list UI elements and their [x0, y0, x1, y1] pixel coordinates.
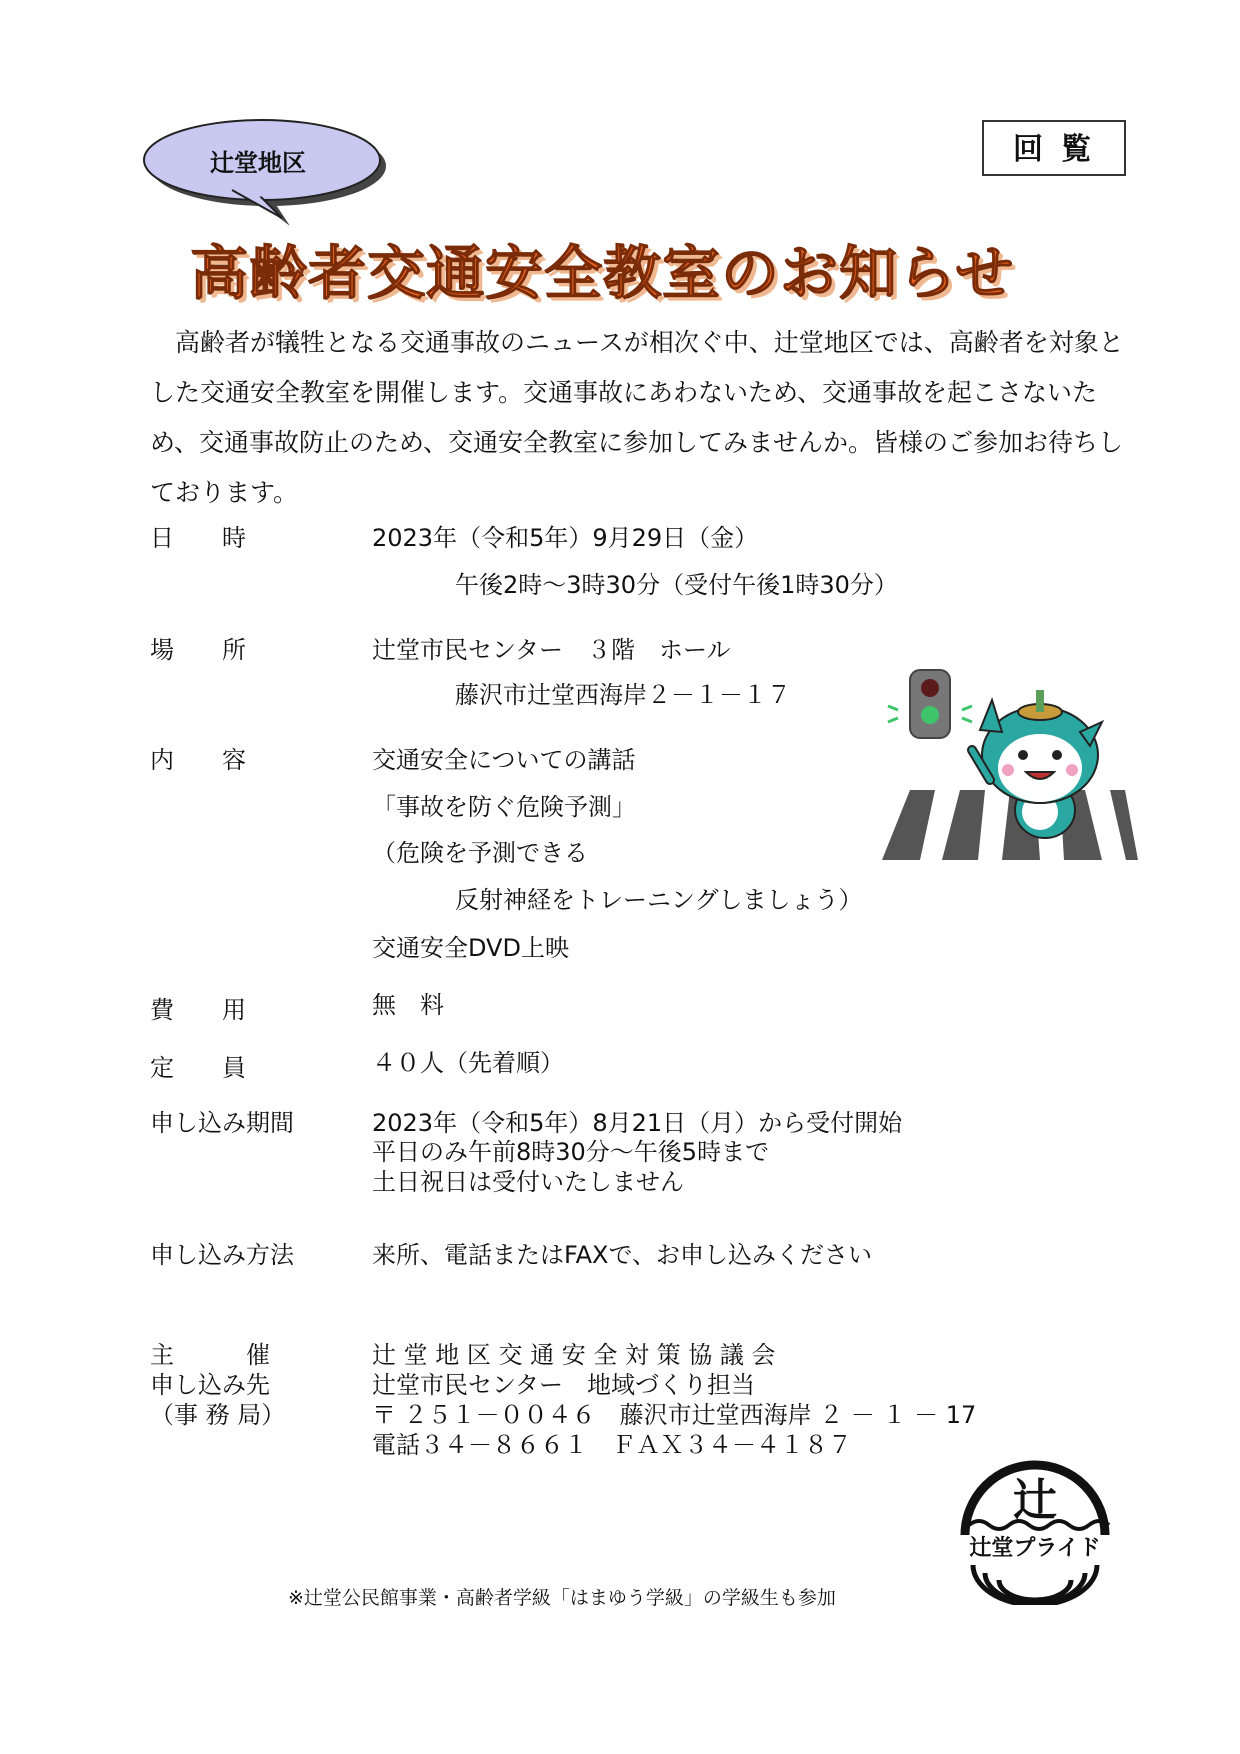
content-line-3: （危険を予測できる [372, 839, 588, 867]
fee-label: 費 用 [150, 996, 246, 1024]
period-line-1: 2023年（令和5年）8月21日（月）から受付開始 [372, 1109, 903, 1137]
host-value: 辻 堂 地 区 交 通 安 全 対 策 協 議 会 [372, 1341, 776, 1369]
mascot-crosswalk-illustration [880, 660, 1140, 870]
circulation-stamp: 回覧 [982, 120, 1126, 176]
period-line-2: 平日のみ午前8時30分～午後5時まで [372, 1138, 770, 1166]
intro-text: 高齢者が犠牲となる交通事故のニュースが相次ぐ中、辻堂地区では、高齢者を対象とした交通安全教室を開催します。交通事故にあわないため、交通事故を起こさないため、交通事故防止のため、交通安全教室に参加してみませんか。皆様のご参加お待ちしております。 [150, 328, 1124, 507]
content-line-2: 「事故を防ぐ危険予測」 [372, 793, 636, 821]
capacity-value: ４０人（先着順） [372, 1049, 564, 1077]
traffic-light-icon [888, 670, 972, 738]
logo-text: 辻堂プライド [969, 1536, 1101, 1561]
datetime-label: 日 時 [150, 524, 246, 552]
content-line-1: 交通安全についての講話 [372, 746, 636, 774]
fee-value: 無 料 [372, 991, 444, 1019]
place-name: 辻堂市民センター ３階 ホール [372, 636, 731, 664]
method-label: 申し込み方法 [150, 1241, 294, 1269]
datetime-date: 2023年（令和5年）9月29日（金） [372, 524, 759, 552]
office-label: （事 務 局） [150, 1401, 286, 1429]
footnote: ※辻堂公民館事業・高齢者学級「はまゆう学級」の学級生も参加 [288, 1587, 836, 1609]
office-phone: 電話３４－８６６１ ＦＡＸ３４－４１８７ [372, 1431, 852, 1459]
area-label: 辻堂地区 [210, 149, 306, 177]
content-line-5: 交通安全DVD上映 [372, 934, 569, 962]
logo-char: 辻 [1013, 1475, 1057, 1526]
page-title: 高齢者交通安全教室のお知らせ [190, 239, 1015, 307]
content-label: 内 容 [150, 746, 246, 774]
tsujido-pride-logo [955, 1455, 1115, 1605]
content-line-4: 反射神経をトレーニングしましょう） [455, 886, 863, 914]
capacity-label: 定 員 [150, 1054, 246, 1082]
datetime-time: 午後2時～3時30分（受付午後1時30分） [455, 571, 898, 599]
method-value: 来所、電話またはFAXで、お申し込みください [372, 1241, 872, 1269]
office-address: 〒 ２５１－００４６ 藤沢市辻堂西海岸 ２ － １ － 17 [372, 1401, 977, 1429]
period-label: 申し込み期間 [150, 1109, 294, 1137]
host-label: 主 催 [150, 1341, 270, 1369]
period-line-3: 土日祝日は受付いたしません [372, 1168, 684, 1196]
crosswalk-icon [882, 790, 1138, 860]
place-address: 藤沢市辻堂西海岸２－１－１７ [455, 681, 791, 709]
apply-value: 辻堂市民センター 地域づくり担当 [372, 1371, 756, 1399]
place-label: 場 所 [150, 636, 246, 664]
apply-label: 申し込み先 [150, 1371, 270, 1399]
